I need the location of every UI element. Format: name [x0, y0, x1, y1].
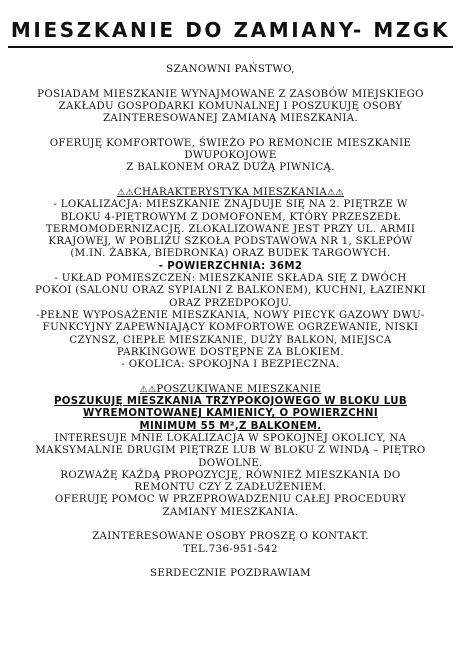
wanted-line: ROZWAŻĘ KAŻDĄ PROPOZYCJĘ, RÓWNIEŻ MIESZKANIA DO — [60, 469, 401, 481]
flyer-title: MIESZKANIE DO ZAMIANY- MZGK — [10, 18, 451, 42]
wanted-line: INTERESUJE MNIE LOKALIZACJA W SPOKOJNEJ OKOLICY, NA — [54, 432, 407, 444]
characteristics-line: PARKINGOWE DOSTĘPNE ZA BLOKIEM. — [116, 346, 345, 358]
wanted-line: MAKSYMALNIE DRUGIM PIĘTRZE LUB W BLOKU Z WINDĄ – PIĘTRO — [35, 445, 426, 457]
characteristics-line: - OKOLICA: SPOKOJNA I BEZPIECZNA. — [121, 359, 340, 371]
title-underline — [8, 46, 453, 48]
characteristics-line: - LOKALIZACJA: MIESZKANIE ZNAJDUJE SIĘ NA 2. PIĘTRZE W — [53, 199, 408, 211]
wanted-heading — [6, 384, 455, 396]
offer-line: Z BALKONEM ORAZ DUŻĄ PIWNICĄ. — [126, 162, 335, 174]
warning-icon: ⚠⚠ — [139, 384, 157, 395]
wanted-requirement-line: WYREMONTOWANEJ KAMIENICY, O POWIERZCHNI — [83, 408, 378, 420]
warning-icon: ⚠⚠ — [327, 187, 344, 198]
wanted-heading-text: POSZUKIWANE MIESZKANIE — [156, 383, 322, 395]
characteristics-line: - UKŁAD POMIESZCZEŃ: MIESZKANIE SKŁADA SIĘ Z DWÓCH — [54, 273, 407, 285]
characteristics-line: BLOKU 4-PIĘTROWYM Z DOMOFONEM, KTÓRY PRZESZEDŁ — [60, 211, 401, 223]
wanted-line: REMONTU CZY Z ZADŁUŻENIEM. — [134, 482, 327, 494]
wanted-line: DOWOLNE. — [198, 457, 263, 469]
characteristics-line: TERMOMODERNIZACJĘ. ZLOKALIZOWANE JEST PRZY UL. ARMII — [45, 223, 416, 235]
offer-line: OFERUJĘ KOMFORTOWE, ŚWIEŻO PO REMONCIE MIESZKANIE — [49, 137, 412, 149]
contact-line: ZAINTERESOWANE OSOBY PROSZĘ O KONTAKT. — [92, 531, 369, 543]
greeting: SZANOWNI PAŃSTWO, — [166, 64, 295, 75]
warning-icon: ⚠⚠ — [117, 187, 134, 198]
wanted-requirement-line: MINIMUM 55 M²,Z BALKONEM. — [139, 420, 322, 432]
wanted-line: OFERUJĘ POMOC W PRZEPROWADZENIU CAŁEJ PROCEDURY — [54, 494, 407, 506]
intro-line: POSIADAM MIESZKANIE WYNAJMOWANE Z ZASOBÓW MIEJSKIEGO — [37, 88, 424, 100]
characteristics-line: FUNKCYJNY ZAPEWNIAJĄCY KOMFORTOWE OGRZEWANIE, NISKI — [42, 322, 419, 334]
characteristics-line: -PEŁNE WYPOSAŻENIE MIESZKANIA, NOWY PIECYK GAZOWY DWU- — [36, 309, 425, 321]
closing-line: SERDECZNIE POZDRAWIAM — [150, 568, 311, 580]
wanted-line: ZAMIANY MIESZKANIA. — [162, 506, 299, 518]
characteristics-line: (M.IN. ŻABKA, BIEDRONKA) ORAZ BUDEK TARGOWYCH. — [70, 248, 391, 260]
flyer-body — [6, 64, 455, 580]
wanted-requirement-line: POSZUKUJĘ MIESZKANIA TRZYPOKOJOWEGO W BLOKU LUB — [53, 396, 408, 408]
intro-line: ZAKŁADU GOSPODARKI KOMUNALNEJ I POSZUKUJĘ OSOBY — [58, 100, 403, 112]
offer-line: DWUPOKOJOWE — [184, 150, 277, 162]
characteristics-heading-text: CHARAKTERYSTYKA MIESZKANIA — [133, 186, 328, 198]
intro-line: ZAINTERESOWANEJ ZAMIANĄ MIESZKANIA. — [102, 113, 359, 125]
area-line: - POWIERZCHNIA: 36M2 — [158, 260, 303, 272]
characteristics-line: KRAJOWEJ, W POBLIŻU SZKOŁA PODSTAWOWA NR 1, SKLEPÓW — [48, 236, 413, 248]
characteristics-line: CZYNSZ, CIEPŁE MIESZKANIE, DUŻY BALKON, MIEJSCA — [69, 334, 392, 346]
phone-number: TEL.736-951-542 — [183, 543, 278, 555]
characteristics-heading — [6, 187, 455, 199]
characteristics-line: ORAZ PRZEDPOKOJU. — [169, 297, 292, 309]
characteristics-line: POKOI (SALONU ORAZ SYPIALNI Z BALKONEM), KUCHNI, ŁAZIENKI — [35, 285, 426, 297]
